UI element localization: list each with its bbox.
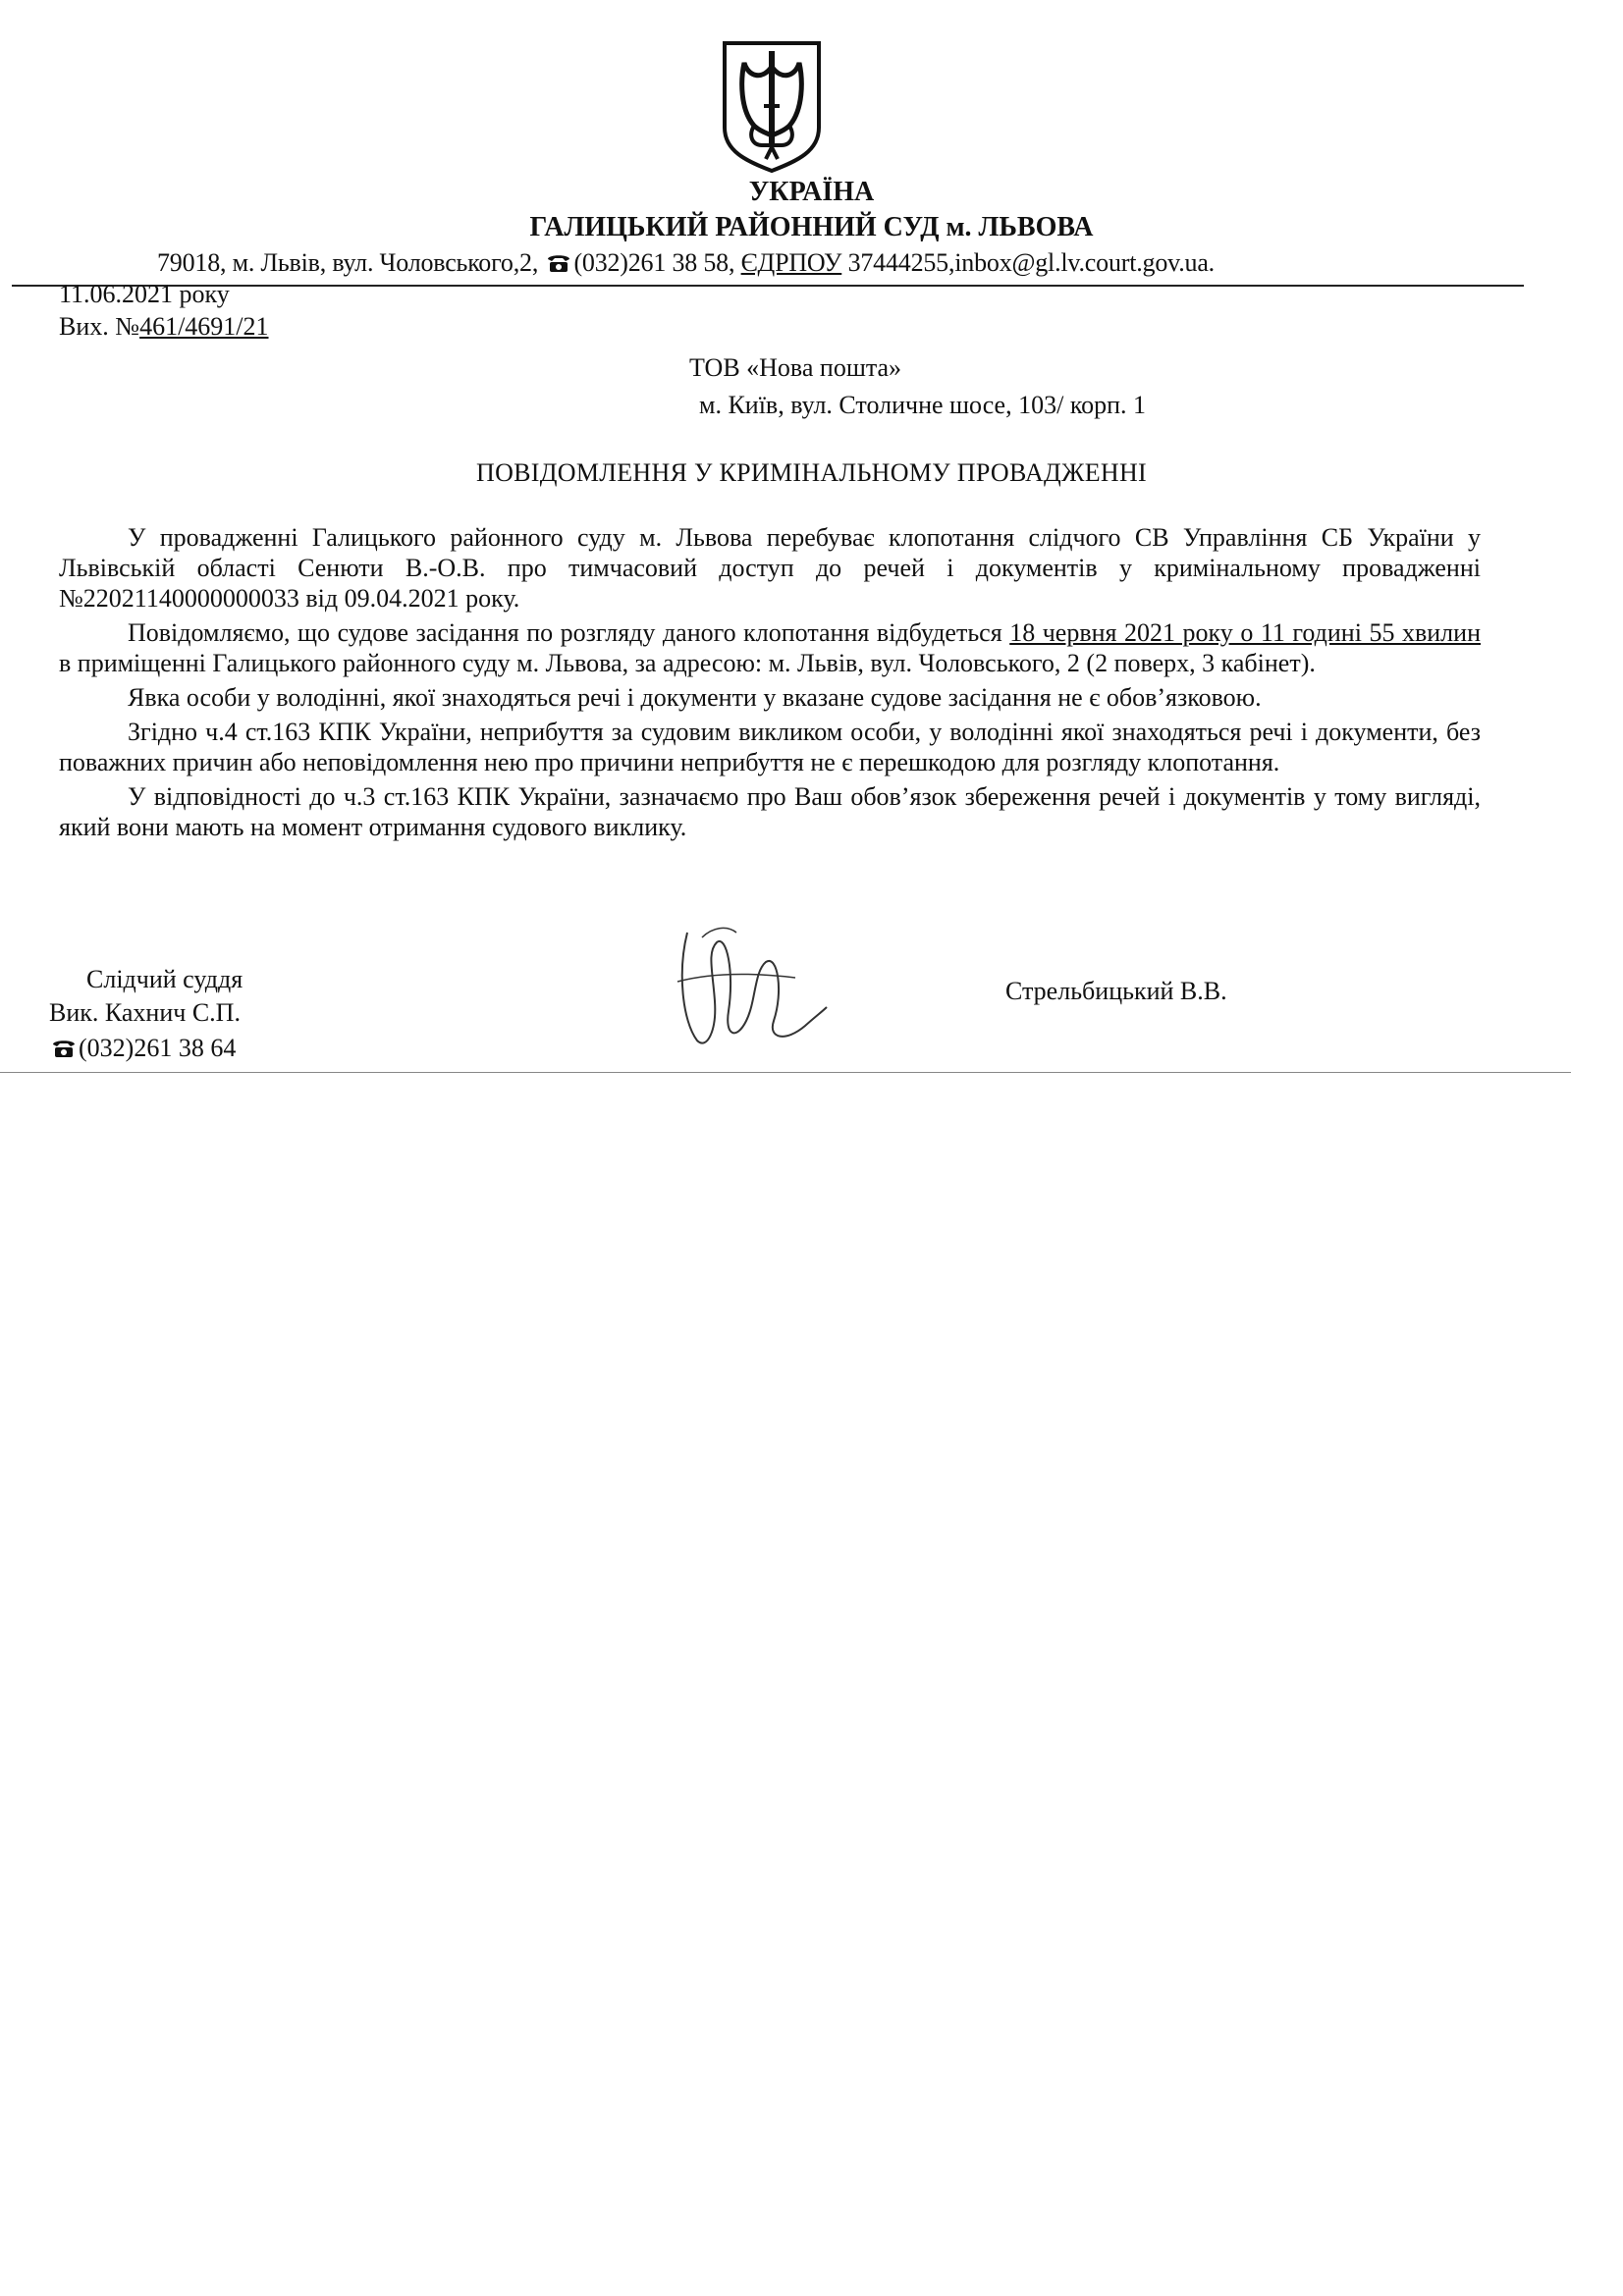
- document-title: ПОВІДОМЛЕННЯ У КРИМІНАЛЬНОМУ ПРОВАДЖЕННІ: [476, 458, 1147, 487]
- body-paragraph-3: Явка особи у володінні, якої знаходяться речі і документи у вказане судове засідання не є обов’язковою.: [128, 683, 1262, 712]
- body-paragraph-1: У провадженні Галицького районного суду м. Львова перебуває клопотання слідчого СВ Управління СБ України у Львівській області Сенюти В.-О.В. про тимчасовий доступ до речей і документів у кримінальному провадженні №22021140000000033 від 09.04.2021 року.: [59, 523, 1481, 613]
- p2-lead: Повідомляємо, що судове засідання по розгляду даного клопотання відбудеться: [128, 618, 1010, 647]
- court-address-line: [157, 247, 1215, 279]
- outgoing-number: [59, 311, 269, 343]
- scan-edge-line: [0, 1072, 1571, 1073]
- country-heading: УКРАЇНА: [748, 177, 875, 207]
- header-divider: [12, 285, 1524, 287]
- edrpou-email: 37444255,inbox@gl.lv.court.gov.ua.: [847, 248, 1215, 277]
- executor-name: Вик. Кахнич С.П.: [49, 998, 241, 1027]
- document-date: 11.06.2021 року: [59, 280, 230, 308]
- body-paragraph-5: У відповідності до ч.3 ст.163 КПК України, зазначаємо про Ваш обов’язок збереження речей і документів у тому вигляді, який вони мають на момент отримання судового виклику.: [59, 782, 1481, 841]
- outgoing-number-value: 461/4691/21: [139, 312, 269, 341]
- coat-of-arms-icon: [719, 37, 825, 175]
- court-heading: ГАЛИЦЬКИЙ РАЙОННИЙ СУД м. ЛЬВОВА: [529, 212, 1094, 242]
- judge-name: Стрельбицький В.В.: [1005, 977, 1227, 1005]
- recipient-name: ТОВ «Нова пошта»: [689, 353, 902, 382]
- body-paragraph-2: [59, 617, 1481, 678]
- signer-role: Слідчий суддя: [86, 965, 243, 993]
- recipient-block: [689, 349, 1146, 424]
- body-paragraph-4: Згідно ч.4 ст.163 КПК України, неприбуття за судовим викликом особи, у володінні якої знаходяться речі і документи, без поважних причин або неповідомлення нею про причини неприбуття не є перешкодою для розгляду клопотання.: [59, 718, 1481, 776]
- phone-icon: [546, 252, 571, 274]
- handwritten-signature: [658, 913, 835, 1060]
- executor-phone-line: [49, 1031, 236, 1066]
- recipient-address: м. Київ, вул. Столичне шосе, 103/ корп. 1: [699, 391, 1147, 419]
- address-separator: ,: [728, 248, 735, 277]
- document-body: [59, 522, 1481, 846]
- address-text: 79018, м. Львів, вул. Чоловського,2,: [157, 248, 539, 277]
- edrpou-label: ЄДРПОУ: [740, 248, 842, 277]
- executor-phone: (032)261 38 64: [79, 1034, 237, 1062]
- court-phone: (032)261 38 58: [573, 248, 729, 277]
- phone-icon: [51, 1038, 77, 1059]
- p2-tail: в приміщенні Галицького районного суду м. Львова, за адресою: м. Львів, вул. Чоловського, 2 (2 поверх, 3 кабінет).: [59, 649, 1316, 677]
- hearing-date: 18 червня 2021 року о 11 годині 55 хвилин: [1009, 618, 1481, 647]
- outgoing-prefix: Вих. №: [59, 312, 140, 341]
